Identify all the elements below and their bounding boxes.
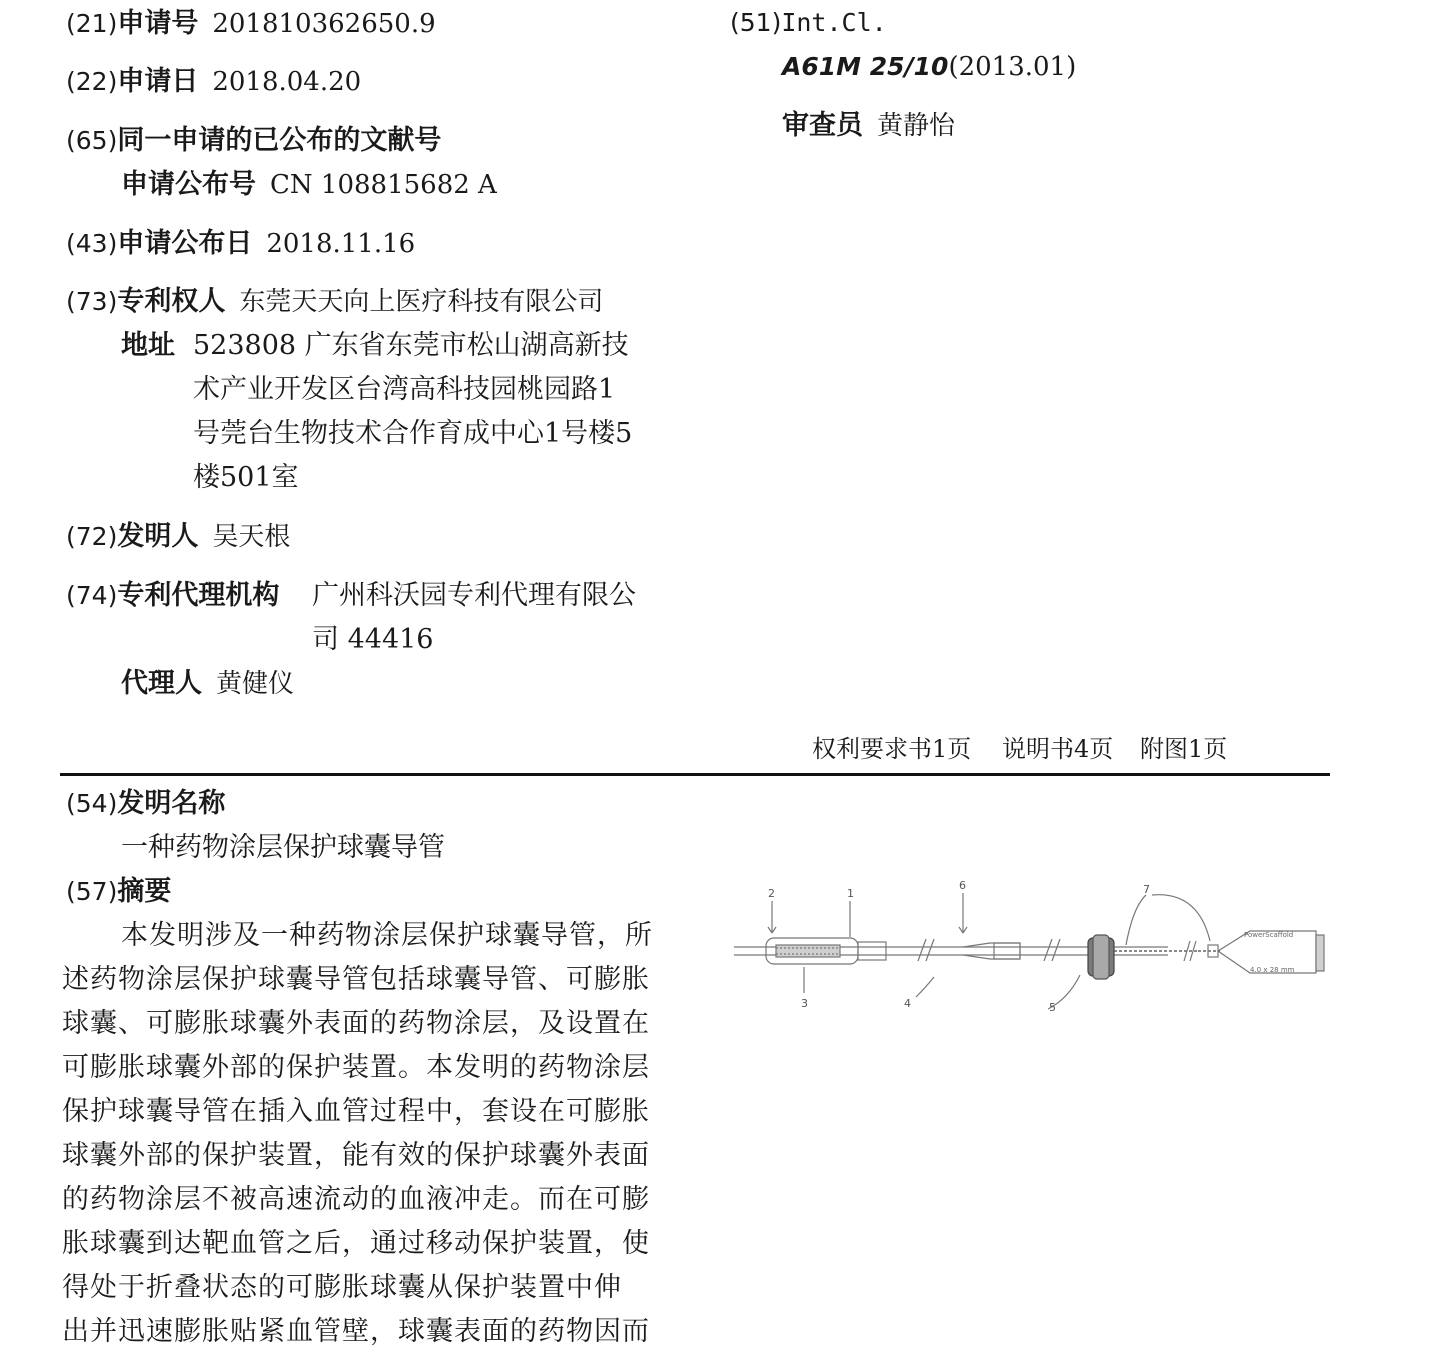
field-label: 代理人 [121,668,202,699]
address-line: 号莞台生物技术合作育成中心1号楼5 [193,418,633,449]
divider-line [60,773,1330,776]
abstract-line: 胀球囊到达靶血管之后，通过移动保护装置，使 [62,1228,650,1259]
field-label: 申请公布号 [121,169,256,200]
callout-label: 4 [904,997,911,1010]
invention-title: 一种药物涂层保护球囊导管 [121,832,445,863]
field-code: (72) [66,522,118,551]
field-72 [66,521,290,553]
coated-balloon [776,945,840,957]
examiner-field [782,110,955,142]
callout-label: 5 [1049,1001,1056,1014]
field-code: (51) [730,8,782,37]
abstract-line: 本发明涉及一种药物涂层保护球囊导管，所 [121,920,653,951]
field-65 [66,125,441,157]
field-label: 发明名称 [117,788,226,819]
examiner-name: 黄静怡 [877,111,956,141]
abstract-line: 球囊外部的保护装置，能有效的保护球囊外表面 [62,1140,650,1171]
field-label: 同一申请的已公布的文献号 [117,125,442,156]
abstract-line: 保护球囊导管在插入血管过程中，套设在可膨胀 [62,1096,650,1127]
ipc-code: A61M 25/10 [782,52,949,81]
field-code: (21) [66,9,118,38]
description-pages: 说明书4页 [1002,735,1114,763]
field-21 [66,8,436,40]
abstract-line: 出并迅速膨胀贴紧血管壁，球囊表面的药物因而 [62,1316,650,1347]
field-code: (73) [66,287,118,316]
field-22 [66,66,361,98]
field-code: (22) [66,67,118,96]
field-label: Int.Cl. [781,8,887,37]
ipc-class [782,52,1076,83]
publication-number-field [121,169,497,201]
claims-pages: 权利要求书1页 [812,735,972,763]
field-57 [66,876,171,908]
agent-name: 黄健仪 [216,669,295,699]
catheter-figure [728,875,1338,1025]
field-code: (57) [66,877,118,906]
agency-line: 广州科沃园专利代理有限公 [312,580,636,611]
field-label: 审查员 [782,110,863,141]
field-code: (43) [66,229,118,258]
agent-field [121,668,294,700]
field-label: 申请日 [117,66,199,97]
field-51 [730,8,887,38]
field-code: (65) [66,126,118,155]
ipc-date: (2013.01) [948,52,1077,82]
field-code: (54) [66,789,118,818]
application-number: 201810362650.9 [212,9,436,39]
field-code: (74) [66,581,118,610]
field-label: 专利权人 [117,286,226,317]
abstract-line: 球囊、可膨胀球囊外表面的药物涂层，及设置在 [62,1008,650,1039]
address-label: 地址 [121,330,175,361]
abstract-line: 得处于折叠状态的可膨胀球囊从保护装置中伸 [62,1272,622,1303]
field-label: 专利代理机构 [117,580,280,611]
agency-line: 司 44416 [312,624,434,655]
publication-number: CN 108815682 A [270,170,497,200]
field-74 [66,580,279,612]
callout-label: 1 [847,887,854,900]
size-label: 4.0 x 28 mm [1250,966,1295,974]
publication-date: 2018.11.16 [266,229,416,259]
drawings-pages: 附图1页 [1140,735,1228,763]
address-line: 楼501室 [193,462,299,493]
field-label: 发明人 [117,521,199,552]
abstract-line: 述药物涂层保护球囊导管包括球囊导管、可膨胀 [62,964,650,995]
callout-label: 2 [768,887,775,900]
device-label: PowerScaffold [1244,931,1294,939]
field-label: 申请号 [117,8,199,39]
field-43 [66,228,415,260]
field-73 [66,286,603,318]
callout-label: 6 [959,879,966,892]
field-54 [66,788,225,820]
field-label: 摘要 [117,876,172,907]
callout-label: 3 [801,997,808,1010]
abstract-line: 的药物涂层不被高速流动的血液冲走。而在可膨 [62,1184,650,1215]
patentee: 东莞天天向上医疗科技有限公司 [239,287,604,317]
field-label: 申请公布日 [117,228,253,259]
address-line: 523808 广东省东莞市松山湖高新技 [193,330,629,361]
application-date: 2018.04.20 [212,67,362,97]
abstract-line: 可膨胀球囊外部的保护装置。本发明的药物涂层 [62,1052,650,1083]
inventor: 吴天根 [212,522,291,552]
callout-label: 7 [1143,883,1150,896]
address-line: 术产业开发区台湾高科技园桃园路1 [193,374,616,405]
